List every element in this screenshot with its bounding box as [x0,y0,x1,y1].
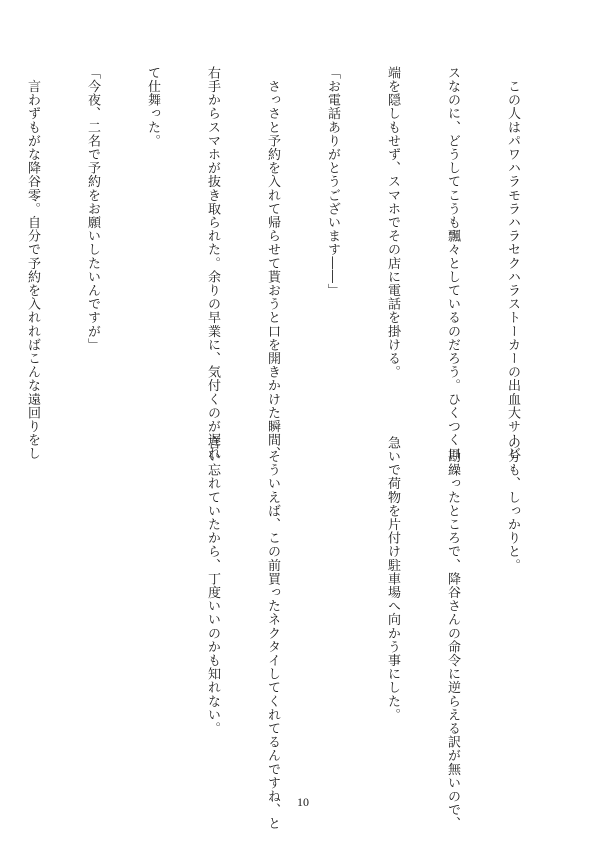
blank-column [322,436,342,766]
text-column: この人はパワハラモラハラセクハラストーカーの出血大サービ [505,66,520,461]
upper-text-block [0,66,562,461]
text-column: 言い忘れていたから、丁度いいのかも知れない。 [205,436,220,736]
text-column: 「お電話ありがとうございます――」 [325,66,340,298]
text-column: スなのに、どうしてこうも飄々としているのだろう。ひくつく口 [445,66,460,461]
text-column: 右手からスマホが抜き取られた。余りの早業に、気付くのが遅れ [205,66,220,461]
text-column: の分も、しっかりと。 [505,436,520,572]
text-column: さっさと予約を入れて帰らせて貰おうと口を開きかけた瞬間、 [265,66,280,461]
text-column: 「今夜、二名で予約をお願いしたいんですが」 [85,66,100,352]
text-column: て仕舞った。 [145,66,160,148]
page-number: 10 [297,795,309,809]
text-column: 急いで荷物を片付け駐車場へ向かう事にした。 [385,436,400,722]
text-column: 勘繰ったところで、降谷さんの命令に逆らえる訳が無いので、 [445,436,460,831]
text-column: そういえば、この前買ったネクタイしてくれてるんですね、と [265,436,280,831]
text-column: 言わずもがな降谷零。自分で予約を入れればこんな遠回りをし [25,66,40,461]
text-column: 端を隠しもせず、スマホでその店に電話を掛ける。 [385,66,400,379]
